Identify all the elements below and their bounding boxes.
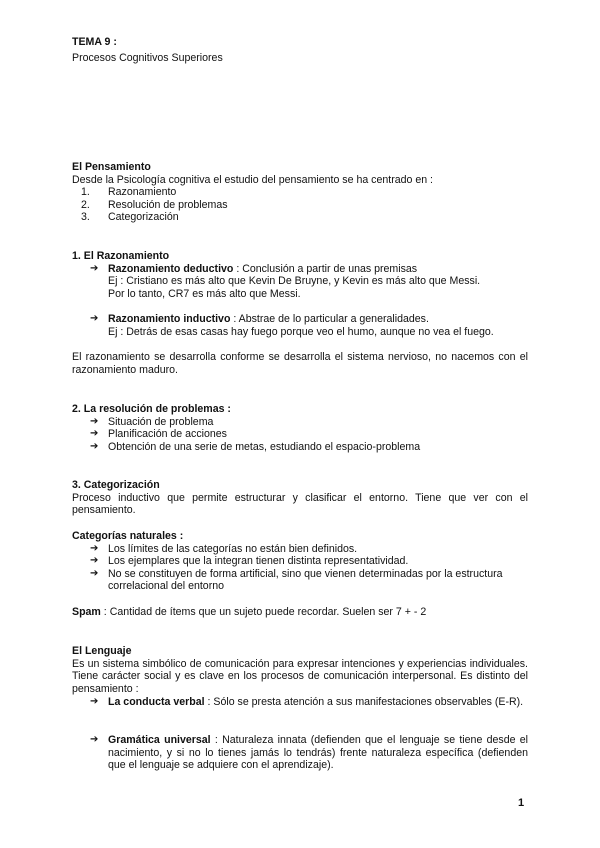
arrow-icon: ➔ [90, 313, 99, 324]
doc-title: TEMA 9 : [72, 36, 117, 48]
section-pensamiento [72, 161, 528, 224]
conducta-verbal [72, 696, 528, 709]
example-text: Ej : Cristiano es más alto que Kevin De Bruyne, y Kevin es más alto que Messi. [108, 275, 481, 288]
span-definition: Spam : Cantidad de ítems que un sujeto puede recordar. Suelen ser 7 + - 2 [72, 606, 427, 618]
arrow-item: ➔ Obtención de una serie de metas, estudiando el espacio-problema [90, 440, 421, 453]
arrow-item: ➔ Los ejemplares que la integran tienen distinta representatividad. [90, 555, 409, 568]
arrow-icon: ➔ [90, 567, 99, 579]
section-razonamiento [72, 250, 528, 300]
arrow-icon: ➔ [90, 428, 99, 440]
arrow-item: ➔ La conducta verbal : Sólo se presta atención a sus manifestaciones observables (E-R). [90, 696, 524, 708]
numbered-item: 1. Razonamiento [81, 186, 177, 199]
arrow-icon: ➔ [90, 696, 99, 707]
section-lenguaje [72, 645, 528, 695]
arrow-item: ➔ Planificación de acciones [90, 428, 227, 441]
arrow-item: ➔ No se constituyen de forma artificial, sino que vienen determinadas por la estructura correlacional del entorno [90, 567, 503, 593]
arrow-icon: ➔ [90, 440, 99, 452]
arrow-item: ➔ Los límites de las categorías no están bien definidos. [90, 542, 358, 555]
arrow-item: ➔ Razonamiento deductivo : Conclusión a partir de unas premisas [90, 262, 418, 275]
section-heading: 3. Categorización [72, 479, 160, 491]
doc-subtitle: Procesos Cognitivos Superiores [72, 52, 223, 64]
gramatica-universal [72, 734, 528, 772]
numbered-item: 2. Resolución de problemas [81, 198, 228, 211]
section-heading: 1. El Razonamiento [72, 250, 170, 262]
example-text: Por lo tanto, CR7 es más alto que Messi. [108, 287, 301, 300]
arrow-item: ➔ Gramática universal : Naturaleza innata (defienden que el lenguaje se tiene desde el nacimiento, y si no lo tienes jamás lo tendrás) frente naturaleza específica (defienden que el lenguaje se adquiere con el aprendizaje). [90, 734, 528, 772]
example-text: Ej : Detrás de esas casas hay fuego porque veo el humo, aunque no vea el fuego. [108, 325, 494, 338]
arrow-icon: ➔ [90, 415, 99, 427]
arrow-item: ➔ Razonamiento inductivo : Abstrae de lo particular a generalidades. [90, 313, 429, 325]
page-number: 1 [518, 797, 525, 809]
section-heading: El Lenguaje [72, 645, 132, 657]
section-categorizacion [72, 479, 528, 517]
arrow-icon: ➔ [90, 734, 99, 745]
arrow-item: ➔ Situación de problema [90, 415, 214, 428]
inductivo-block [72, 313, 528, 338]
categorias-naturales [72, 530, 528, 593]
paragraph: Es un sistema simbólico de comunicación para expresar intenciones y experiencias individuales. Tiene carácter social y es clave en los procesos de comunicación interpersonal. Es distinto del pensamiento : [72, 657, 528, 695]
section-resolucion [72, 403, 528, 453]
arrow-icon: ➔ [90, 262, 99, 274]
paragraph: Proceso inductivo que permite estructurar y clasificar el entorno. Tiene que ver con el pensamiento. [72, 491, 528, 517]
numbered-item: 3. Categorización [81, 211, 179, 224]
arrow-icon: ➔ [90, 555, 99, 567]
arrow-icon: ➔ [90, 542, 99, 554]
paragraph: Desde la Psicología cognitiva el estudio del pensamiento se ha centrado en : [72, 173, 434, 186]
paragraph: El razonamiento se desarrolla conforme se desarrolla el sistema nervioso, no nacemos con el razonamiento maduro. [72, 351, 528, 376]
section-heading: El Pensamiento [72, 161, 151, 173]
section-heading: 2. La resolución de problemas : [72, 403, 231, 415]
subsection-heading: Categorías naturales : [72, 530, 184, 542]
